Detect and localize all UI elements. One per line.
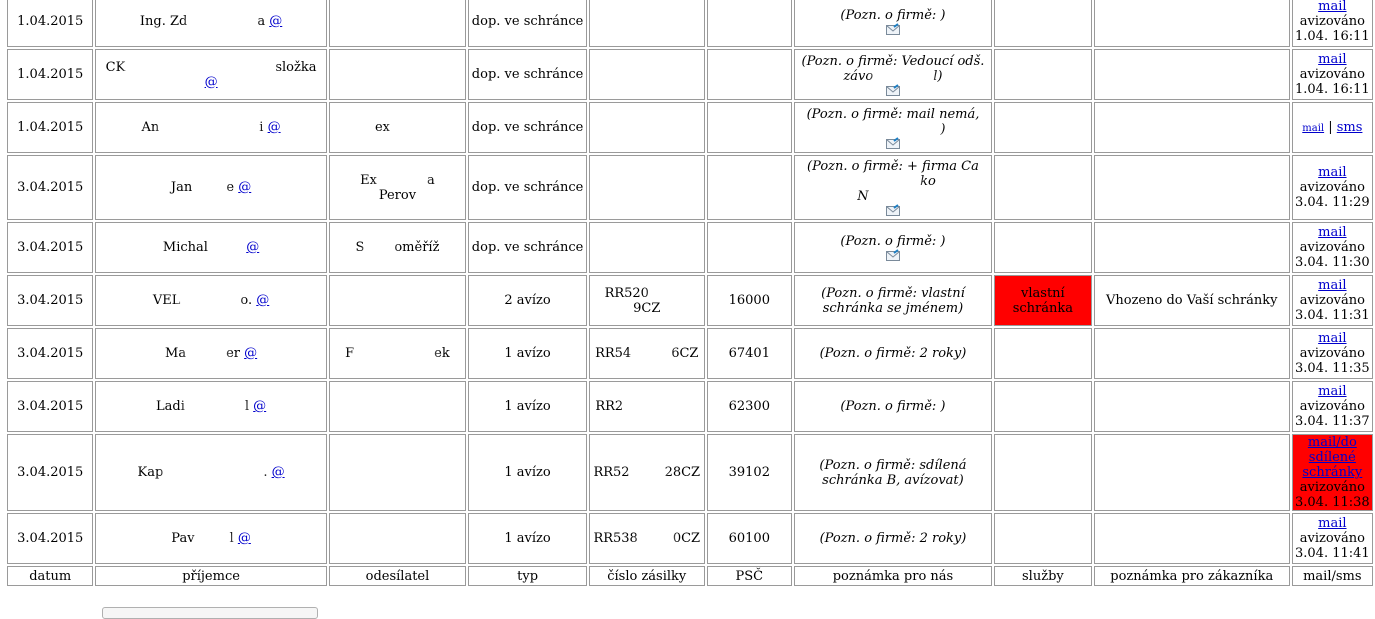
recipient-cell: Ladi l @ <box>95 381 326 432</box>
recipient-cell: An i @ <box>95 102 326 153</box>
type-cell: dop. ve schránce <box>468 49 587 100</box>
header-cislo: číslo zásilky <box>589 566 705 586</box>
postcode-cell: 16000 <box>707 275 792 326</box>
postcode-cell: 39102 <box>707 434 792 511</box>
tracking-number-cell: RR54 6CZ <box>589 328 705 379</box>
mail-sms-cell: mail avizováno 1.04. 16:11 <box>1292 49 1373 100</box>
postcode-cell <box>707 0 792 47</box>
recipient-cell: VEL o. @ <box>95 275 326 326</box>
internal-note-cell: (Pozn. o firmě: 2 roky) <box>794 513 992 564</box>
date-cell: 1.04.2015 <box>7 49 93 100</box>
recipient-cell: CK složka @ <box>95 49 326 100</box>
header-pozn-nas: poznámka pro nás <box>794 566 992 586</box>
customer-note-cell <box>1094 381 1290 432</box>
postcode-cell <box>707 155 792 220</box>
table-row <box>7 275 1373 326</box>
mail-sms-cell: mail avizováno 3.04. 11:31 <box>1292 275 1373 326</box>
recipient-email-link[interactable]: @ <box>204 74 218 90</box>
date-cell: 1.04.2015 <box>7 102 93 153</box>
mail-shared-box-link[interactable]: mail/do sdílené schránky <box>1302 435 1363 480</box>
customer-note-cell <box>1094 328 1290 379</box>
mail-link[interactable]: mail <box>1318 278 1347 293</box>
type-cell: 1 avízo <box>468 513 587 564</box>
services-cell-alert: vlastní schránka <box>994 275 1092 326</box>
recipient-email-link[interactable]: @ <box>253 399 267 414</box>
postcode-cell <box>707 49 792 100</box>
mail-link[interactable]: mail <box>1318 384 1347 399</box>
envelope-icon[interactable] <box>886 206 900 216</box>
recipient-cell: Kap . @ <box>95 434 326 511</box>
tracking-number-cell: RR52 28CZ <box>589 434 705 511</box>
sender-cell: ex <box>329 102 467 153</box>
services-cell <box>994 328 1092 379</box>
table-row <box>7 328 1373 379</box>
mail-sms-cell: mail avizováno 3.04. 11:30 <box>1292 222 1373 273</box>
postcode-cell: 62300 <box>707 381 792 432</box>
services-cell <box>994 49 1092 100</box>
internal-note-cell: (Pozn. o firmě: + firma Cako N <box>794 155 992 220</box>
header-odesilatel: odesílatel <box>329 566 467 586</box>
recipient-email-link[interactable]: @ <box>271 465 285 480</box>
table-row <box>7 0 1373 47</box>
services-cell <box>994 155 1092 220</box>
table-row <box>7 102 1373 153</box>
header-pozn-zak: poznámka pro zákazníka <box>1094 566 1290 586</box>
mail-sms-cell: mail | sms <box>1292 102 1373 153</box>
customer-note-cell <box>1094 0 1290 47</box>
table-row <box>7 222 1373 273</box>
sender-cell: Ex a Perov <box>329 155 467 220</box>
tracking-number-cell <box>589 102 705 153</box>
sender-cell: F ek <box>329 328 467 379</box>
tracking-number-cell: RR2 <box>589 381 705 432</box>
type-cell: 1 avízo <box>468 434 587 511</box>
customer-note-cell <box>1094 513 1290 564</box>
mail-sms-cell: mail avizováno 3.04. 11:37 <box>1292 381 1373 432</box>
internal-note-cell: (Pozn. o firmě: ) <box>794 222 992 273</box>
mail-sms-cell: mail avizováno 3.04. 11:29 <box>1292 155 1373 220</box>
recipient-cell: Pav l @ <box>95 513 326 564</box>
internal-note-cell: (Pozn. o firmě: Vedoucí odš. závo l) <box>794 49 992 100</box>
mail-link[interactable]: mail <box>1318 0 1347 14</box>
mail-link[interactable]: mail <box>1318 331 1347 346</box>
internal-note-cell: (Pozn. o firmě: ) <box>794 381 992 432</box>
type-cell: 2 avízo <box>468 275 587 326</box>
date-cell: 3.04.2015 <box>7 381 93 432</box>
recipient-cell: Jan e @ <box>95 155 326 220</box>
date-cell: 3.04.2015 <box>7 155 93 220</box>
sender-cell <box>329 434 467 511</box>
envelope-icon[interactable] <box>886 86 900 96</box>
internal-note-cell: (Pozn. o firmě: ) <box>794 0 992 47</box>
date-cell: 3.04.2015 <box>7 275 93 326</box>
internal-note-cell: (Pozn. o firmě: vlastní schránka se jménem) <box>794 275 992 326</box>
table-row <box>7 155 1373 220</box>
tracking-number-cell: RR538 0CZ <box>589 513 705 564</box>
tracking-number-cell: RR5209CZ <box>589 275 705 326</box>
envelope-icon[interactable] <box>886 25 900 35</box>
tracking-number-cell <box>589 49 705 100</box>
recipient-email-link[interactable]: @ <box>244 346 258 361</box>
recipient-email-link[interactable]: @ <box>256 293 270 308</box>
header-prijemce: příjemce <box>95 566 326 586</box>
tracking-number-cell <box>589 0 705 47</box>
services-cell <box>994 222 1092 273</box>
type-cell: 1 avízo <box>468 381 587 432</box>
customer-note-cell <box>1094 434 1290 511</box>
date-cell: 3.04.2015 <box>7 328 93 379</box>
mail-sms-cell: mail avizováno 1.04. 16:11 <box>1292 0 1373 47</box>
services-cell <box>994 513 1092 564</box>
type-cell: dop. ve schránce <box>468 222 587 273</box>
sender-cell <box>329 49 467 100</box>
recipient-email-link[interactable]: @ <box>237 531 251 546</box>
internal-note-cell: (Pozn. o firmě: sdílená schránka B, avízovat) <box>794 434 992 511</box>
date-cell: 3.04.2015 <box>7 222 93 273</box>
type-cell: dop. ve schránce <box>468 0 587 47</box>
services-cell <box>994 0 1092 47</box>
customer-note-cell <box>1094 222 1290 273</box>
table-row <box>7 513 1373 564</box>
date-cell: 3.04.2015 <box>7 513 93 564</box>
mail-link[interactable]: mail <box>1318 165 1347 180</box>
header-sluzby: služby <box>994 566 1092 586</box>
recipient-email-link[interactable]: @ <box>269 14 283 29</box>
tracking-number-cell <box>589 155 705 220</box>
internal-note-cell: (Pozn. o firmě: 2 roky) <box>794 328 992 379</box>
mail-link[interactable]: mail <box>1318 52 1347 67</box>
sender-cell <box>329 275 467 326</box>
sender-cell <box>329 513 467 564</box>
mail-link[interactable]: mail <box>1302 122 1325 134</box>
recipient-email-link[interactable]: @ <box>267 120 281 135</box>
recipient-cell: Ma er @ <box>95 328 326 379</box>
column-header-row <box>7 566 1373 586</box>
envelope-icon[interactable] <box>886 251 900 261</box>
postcode-cell <box>707 222 792 273</box>
recipient-email-link[interactable]: @ <box>238 180 252 195</box>
table-row <box>7 49 1373 100</box>
header-mail-sms: mail/sms <box>1292 566 1373 586</box>
tracking-number-cell <box>589 222 705 273</box>
recipient-cell: Ing. Zd a @ <box>95 0 326 47</box>
envelope-icon[interactable] <box>886 139 900 149</box>
postcode-cell <box>707 102 792 153</box>
recipient-email-link[interactable]: @ <box>246 240 260 255</box>
mail-link[interactable]: mail <box>1318 516 1347 531</box>
mail-sms-cell: mail avizováno 3.04. 11:35 <box>1292 328 1373 379</box>
filter-input[interactable] <box>102 607 318 619</box>
mail-link[interactable]: mail <box>1318 225 1347 240</box>
header-typ: typ <box>468 566 587 586</box>
table-row <box>7 381 1373 432</box>
mail-sms-cell: mail avizováno 3.04. 11:41 <box>1292 513 1373 564</box>
type-cell: 1 avízo <box>468 328 587 379</box>
sender-cell: S oměříž <box>329 222 467 273</box>
sender-cell <box>329 381 467 432</box>
sms-link[interactable]: sms <box>1336 119 1363 135</box>
customer-note-cell <box>1094 102 1290 153</box>
recipient-cell: Michal @ <box>95 222 326 273</box>
table-row <box>7 434 1373 511</box>
date-cell: 3.04.2015 <box>7 434 93 511</box>
internal-note-cell: (Pozn. o firmě: mail nemá, ) <box>794 102 992 153</box>
mail-sms-cell-alert: mail/do sdílené schránky avizováno 3.04. 11:38 <box>1292 434 1373 511</box>
shipments-table <box>5 0 1375 588</box>
type-cell: dop. ve schránce <box>468 155 587 220</box>
services-cell <box>994 102 1092 153</box>
header-datum: datum <box>7 566 93 586</box>
customer-note-cell <box>1094 155 1290 220</box>
customer-note-cell: Vhozeno do Vaší schránky <box>1094 275 1290 326</box>
date-cell: 1.04.2015 <box>7 0 93 47</box>
type-cell: dop. ve schránce <box>468 102 587 153</box>
sender-cell <box>329 0 467 47</box>
postcode-cell: 60100 <box>707 513 792 564</box>
header-psc: PSČ <box>707 566 792 586</box>
services-cell <box>994 434 1092 511</box>
services-cell <box>994 381 1092 432</box>
customer-note-cell <box>1094 49 1290 100</box>
postcode-cell: 67401 <box>707 328 792 379</box>
